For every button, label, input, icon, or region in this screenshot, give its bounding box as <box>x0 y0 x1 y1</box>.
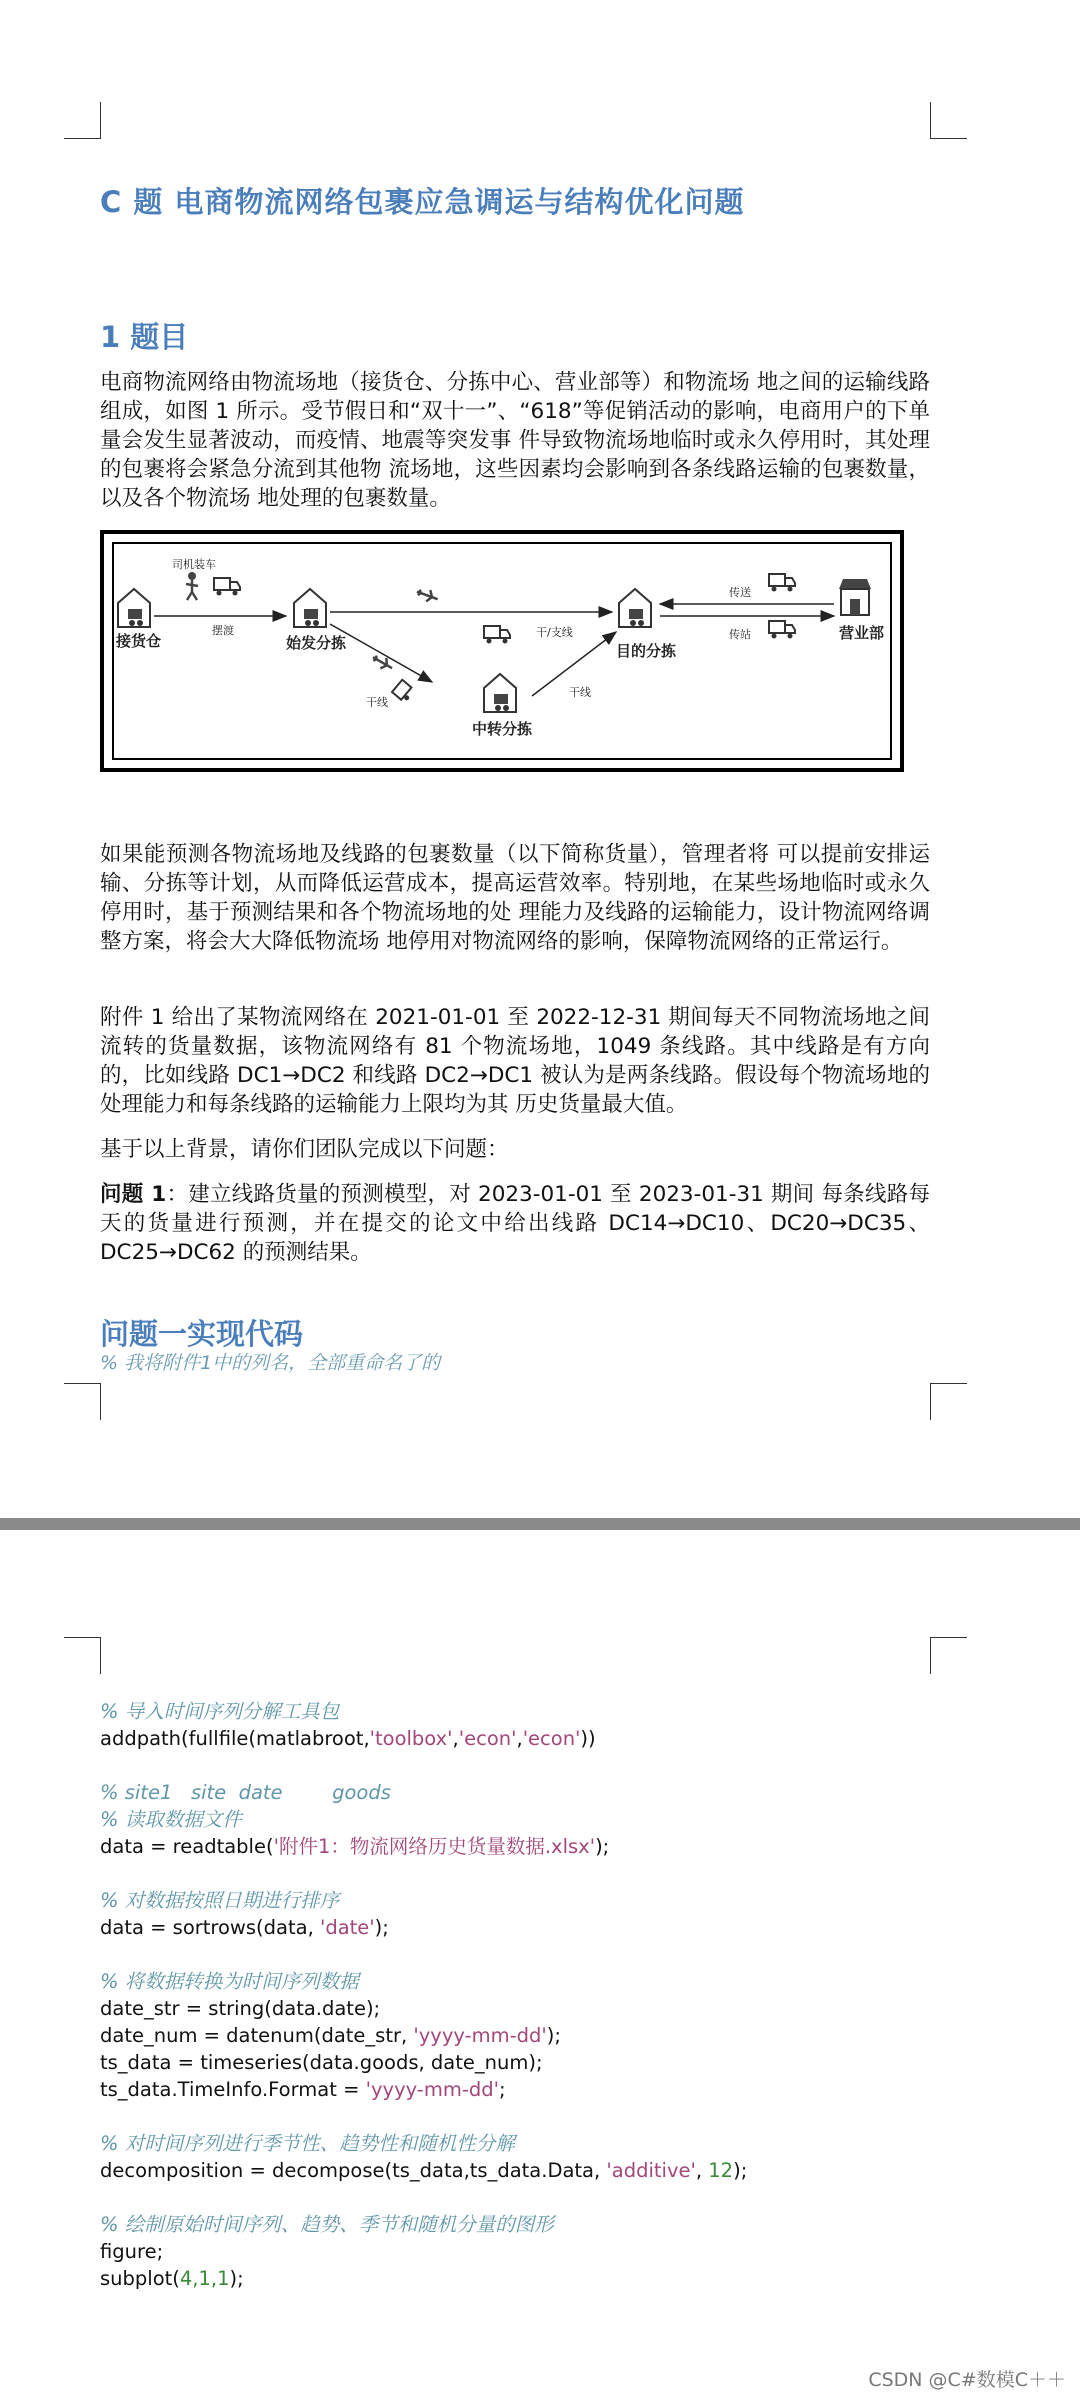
truck-icon <box>769 574 795 592</box>
origin-sort-icon <box>294 589 326 627</box>
crop-mark <box>930 1383 967 1420</box>
crop-mark <box>930 102 967 139</box>
paragraph-forecast: 如果能预测各物流场地及线路的包裹数量（以下简称货量），管理者将 可以提前安排运输、分拣等计划，从而降低运营成本，提高运营效率。特别地，在某些场地临时或永久停用时，基于预测结果和各个物流场地的处 理能力及线路的运输能力，设计物流网络调整方案，将会大大降低物流场 地停用对物流网络的影响，保障物流网络的正常运行。 <box>100 842 930 954</box>
label-deliver: 传送 <box>729 586 751 599</box>
code-line: data = sortrows(data, 'date'); <box>100 1916 389 1939</box>
code-line: % site1 site date goods <box>100 1781 391 1804</box>
document-page-2 <box>0 1530 1080 2400</box>
code-line: % 对时间序列进行季节性、趋势性和随机性分解 <box>100 2132 515 2155</box>
label-pickup: 摆渡 <box>212 624 234 637</box>
code-line: addpath(fullfile(matlabroot,'toolbox','econ','econ')) <box>100 1727 596 1750</box>
network-diagram <box>104 534 900 768</box>
paragraph-attachment: 附件 1 给出了某物流网络在 2021-01-01 至 2022-12-31 期间每天不同物流场地之间流转的货量数据，该物流网络有 81 个物流场地，1049 条线路。其中线路是有方向的，比如线路 DC1→DC2 和线路 DC2→DC1 被认为是两条线路。假设每个物流场地的处理能力和每条线路的运输能力上限均为其 历史货量最大值。 <box>100 1005 930 1117</box>
truck-icon <box>484 626 510 644</box>
node-office: 营业部 <box>839 624 885 642</box>
truck-icon <box>214 578 240 596</box>
question-1-label: 问题 1 <box>100 1182 167 1207</box>
code-line: % 对数据按照日期进行排序 <box>100 1889 340 1912</box>
crop-mark <box>930 1637 967 1674</box>
truck-icon <box>769 621 795 639</box>
code-line: ts_data.TimeInfo.Format = 'yyyy-mm-dd'; <box>100 2078 506 2101</box>
node-receive: 接货仓 <box>116 632 162 650</box>
driver-icon <box>186 572 198 600</box>
node-dest: 目的分拣 <box>616 642 677 660</box>
label-trunk-2: 干线 <box>569 686 591 699</box>
crop-mark <box>64 102 101 139</box>
code-comment-rename: % 我将附件1中的列名，全部重命名了的 <box>100 1352 441 1374</box>
question-1-text: ：建立线路货量的预测模型，对 2023-01-01 至 2023-01-31 期间 每条线路每天的货量进行预测，并在提交的论文中给出线路 DC14→DC10、DC20→DC35、DC25→DC62 的预测结果。 <box>100 1182 930 1265</box>
label-send-station: 传站 <box>729 628 751 641</box>
code-line: decomposition = decompose(ts_data,ts_data.Data, 'additive', 12); <box>100 2159 748 2182</box>
paragraph-question-1 <box>100 1180 930 1267</box>
store-icon <box>839 579 871 615</box>
code-line: subplot(4,1,1); <box>100 2267 244 2290</box>
label-trunk-branch: 干/支线 <box>536 626 573 639</box>
truck-icon <box>392 680 416 704</box>
code-heading: 问题一实现代码 <box>100 1317 304 1351</box>
paragraph-intro: 电商物流网络由物流场地（接货仓、分拣中心、营业部等）和物流场 地之间的运输线路组成，如图 1 所示。受节假日和“双十一”、“618”等促销活动的影响，电商用户的下单量会发生显著波动，而疫情、地震等突发事 件导致物流场地临时或永久停用时，其处理的包裹将会紧急分流到其他物 流场地，这些因素均会影响到各条线路运输的包裹数量，以及各个物流场 地处理的包裹数量。 <box>100 370 930 511</box>
node-transit: 中转分拣 <box>472 720 533 738</box>
code-line: ts_data = timeseries(data.goods, date_num); <box>100 2051 543 2074</box>
code-line: % 将数据转换为时间序列数据 <box>100 1970 359 1993</box>
edge-trunk-1 <box>330 624 432 682</box>
code-line: % 绘制原始时间序列、趋势、季节和随机分量的图形 <box>100 2213 554 2236</box>
section-heading: 1 题目 <box>100 320 189 354</box>
label-trunk-1: 干线 <box>366 696 388 709</box>
code-line: date_str = string(data.date); <box>100 1997 381 2020</box>
code-line: % 读取数据文件 <box>100 1808 242 1831</box>
label-driver-loading: 司机装车 <box>172 558 216 571</box>
logistics-network-figure <box>100 530 904 772</box>
transit-sort-icon <box>484 674 516 712</box>
airplane-icon <box>415 586 440 605</box>
paragraph-background: 基于以上背景，请你们团队完成以下问题： <box>100 1137 509 1162</box>
warehouse-icon <box>118 589 150 627</box>
code-line: figure; <box>100 2240 164 2263</box>
dest-sort-icon <box>619 589 651 627</box>
crop-mark <box>64 1637 101 1674</box>
crop-mark <box>64 1383 101 1420</box>
code-block <box>100 1698 747 2292</box>
code-line: % 导入时间序列分解工具包 <box>100 1700 340 1723</box>
csdn-watermark: CSDN @C#数模C＋＋ <box>868 2369 1066 2391</box>
code-line: data = readtable('附件1：物流网络历史货量数据.xlsx'); <box>100 1835 610 1858</box>
document-title: C 题 电商物流网络包裹应急调运与结构优化问题 <box>100 185 745 219</box>
airplane-icon <box>370 652 395 673</box>
code-line: date_num = datenum(date_str, 'yyyy-mm-dd'); <box>100 2024 561 2047</box>
node-origin: 始发分拣 <box>286 634 347 652</box>
page-separator <box>0 1518 1080 1530</box>
